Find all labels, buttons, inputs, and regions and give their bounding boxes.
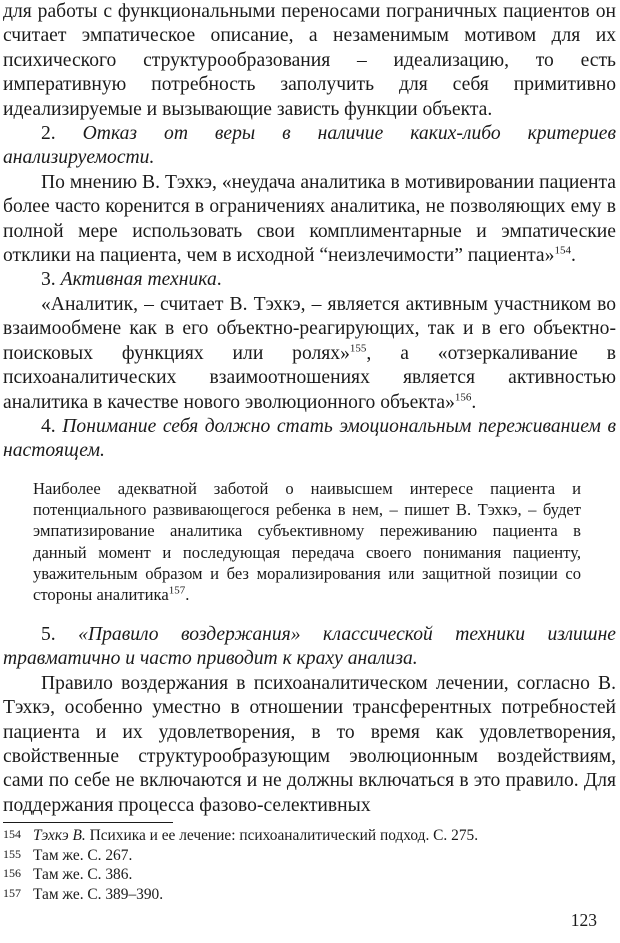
footnote-ref-154[interactable]: 154 xyxy=(554,244,571,257)
footnote-ref-156[interactable]: 156 xyxy=(454,390,472,403)
page-number: 123 xyxy=(570,910,597,930)
heading-5: 5. «Правило воздержания» классической техники излишне травматично и часто приводит к краху анализа. xyxy=(3,624,616,670)
heading-3: 3. Активная техника. xyxy=(41,269,222,291)
footnote-ref-155[interactable]: 155 xyxy=(349,342,367,355)
footnote-ref-157[interactable]: 157 xyxy=(168,584,186,597)
footnote-157: 157 Там же. С. 389–390. xyxy=(3,885,164,903)
block-quote: Наиболее адекватной заботой о наивысшем интересе пациента и потенциального развивающегося ребенка в нем, – пишет В. Тэхкэ, – будет эмпатизирование аналитика субъективному переживанию пациента в данный момент и последующая передача своего понимания пациенту, уважительным образом и без морализирования или защитной позиции со стороны аналитика$^{157}$. xyxy=(33,479,581,605)
footnote-divider xyxy=(3,822,173,823)
lower-text xyxy=(3,623,616,818)
main-text xyxy=(3,0,616,464)
footnote-156: 156 Там же. С. 386. xyxy=(3,866,133,884)
paragraph-2: По мнению В. Тэхкэ, «неудача аналитика в мотивировании пациента более часто коренится в ограничениях аналитика, не позволяющих ему в полной мере использовать свои комплиментарные и эмпатические отклики на пациента, чем в исходной “неизлечимости” пациента»$^{154}$. xyxy=(3,171,616,267)
paragraph-3: «Аналитик, – считает В. Тэхкэ, – является активным участником во взаимообмене как в его объектно-реагирующих, так и в его объектно-поисковых функциях или ролях»$^{155}$, а «отзеркаливание в психоаналитических взаимоотношениях является активностью аналитика в качестве нового эволюционного объекта»$^{156}$. xyxy=(3,293,616,413)
footnote-154: 154 Тэхкэ В. Психика и ее лечение: психоаналитический подход. С. 275. xyxy=(3,827,479,844)
footnote-155: 155 Там же. С. 267. xyxy=(3,846,133,864)
heading-2: 2. Отказ от веры в наличие каких-либо критериев анализируемости. xyxy=(3,123,616,169)
footnotes xyxy=(3,826,603,904)
paragraph-5: Правило воздержания в психоаналитическом лечении, согласно В. Тэхкэ, особенно уместно в отношении трансферентных потребностей пациента и их удовлетворения, в то время как удовлетворения, свойственные структурообразующим эволюционным воздействиям, сами по себе не включаются и не должны включаться в это правило. Для поддержания процесса фазово-селективных xyxy=(3,672,616,816)
heading-4: 4. Понимание себя должно стать эмоциональным переживанием в настоящем. xyxy=(3,415,616,462)
paragraph-intro: для работы с функциональными переносами пограничных пациентов он считает эмпатическое описание, а незаменимым мотивом для их психического структурообразования – идеализацию, то есть императивную потребность заполучить для себя примитивно идеализируемые и вызывающие зависть функции объекта. xyxy=(3,1,616,120)
